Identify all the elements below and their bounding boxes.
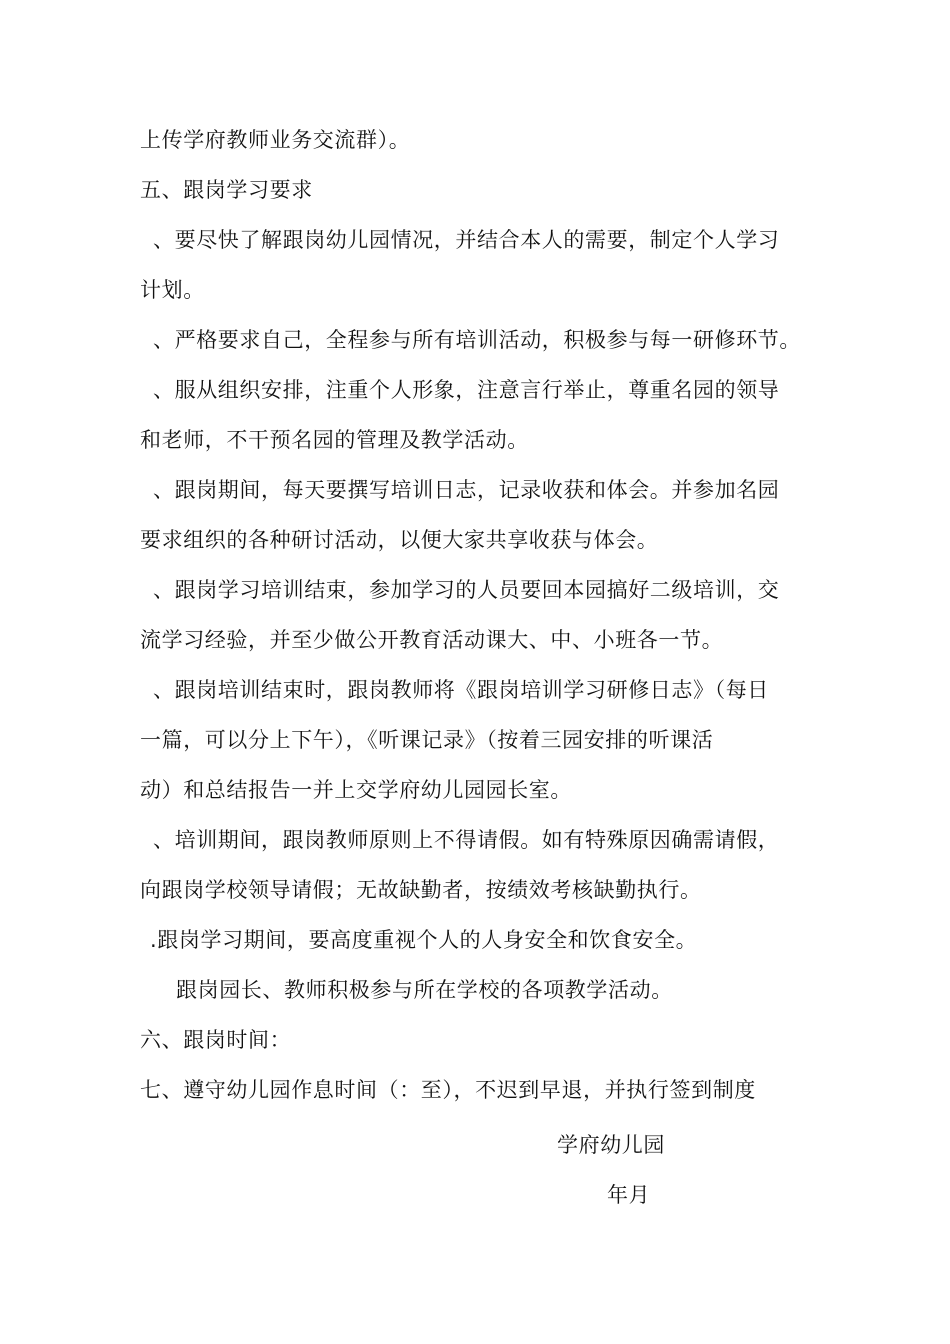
section-heading-schedule: 七、遵守幼儿园作息时间（：至），不迟到早退，并执行签到制度	[140, 1078, 756, 1102]
requirement-6-line-3: 动）和总结报告一并上交学府幼儿园园长室。	[140, 778, 572, 802]
requirement-6-line-1: 、跟岗培训结束时，跟岗教师将《跟岗培训学习研修日志》（每日	[153, 678, 769, 702]
requirement-1-line-2: 计划。	[140, 278, 205, 302]
requirement-6-line-2: 一篇，可以分上下午），《听课记录》（按着三园安排的听课活	[140, 728, 714, 752]
requirement-5-line-2: 流学习经验，并至少做公开教育活动课大、中、小班各一节。	[140, 628, 724, 652]
requirement-4-line-1: 、跟岗期间，每天要撰写培训日志，记录收获和体会。并参加名园	[153, 478, 780, 502]
requirement-3-line-2: 和老师，不干预名园的管理及教学活动。	[140, 428, 529, 452]
section-heading-time: 六、跟岗时间：	[140, 1028, 292, 1052]
requirement-8: .跟岗学习期间，要高度重视个人的人身安全和饮食安全。	[150, 928, 698, 952]
requirement-7-line-1: 、培训期间，跟岗教师原则上不得请假。如有特殊原因确需请假，	[153, 828, 780, 852]
signature-date: 年月	[607, 1183, 651, 1207]
requirement-3-line-1: 、服从组织安排，注重个人形象，注意言行举止，尊重名园的领导	[153, 378, 780, 402]
section-heading-requirements: 五、跟岗学习要求	[140, 178, 313, 202]
text-line-upload-group: 上传学府教师业务交流群）。	[140, 128, 411, 152]
signature-organization: 学府幼儿园	[557, 1133, 665, 1157]
requirement-7-line-2: 向跟岗学校领导请假；无故缺勤者，按绩效考核缺勤执行。	[140, 878, 702, 902]
requirement-9: 跟岗园长、教师积极参与所在学校的各项教学活动。	[176, 978, 673, 1002]
requirement-5-line-1: 、跟岗学习培训结束，参加学习的人员要回本园搞好二级培训，交	[153, 578, 780, 602]
requirement-1-line-1: 、要尽快了解跟岗幼儿园情况，并结合本人的需要，制定个人学习	[153, 228, 780, 252]
requirement-4-line-2: 要求组织的各种研讨活动，以便大家共享收获与体会。	[140, 528, 659, 552]
requirement-2: 、严格要求自己，全程参与所有培训活动，积极参与每一研修环节。	[153, 328, 801, 352]
